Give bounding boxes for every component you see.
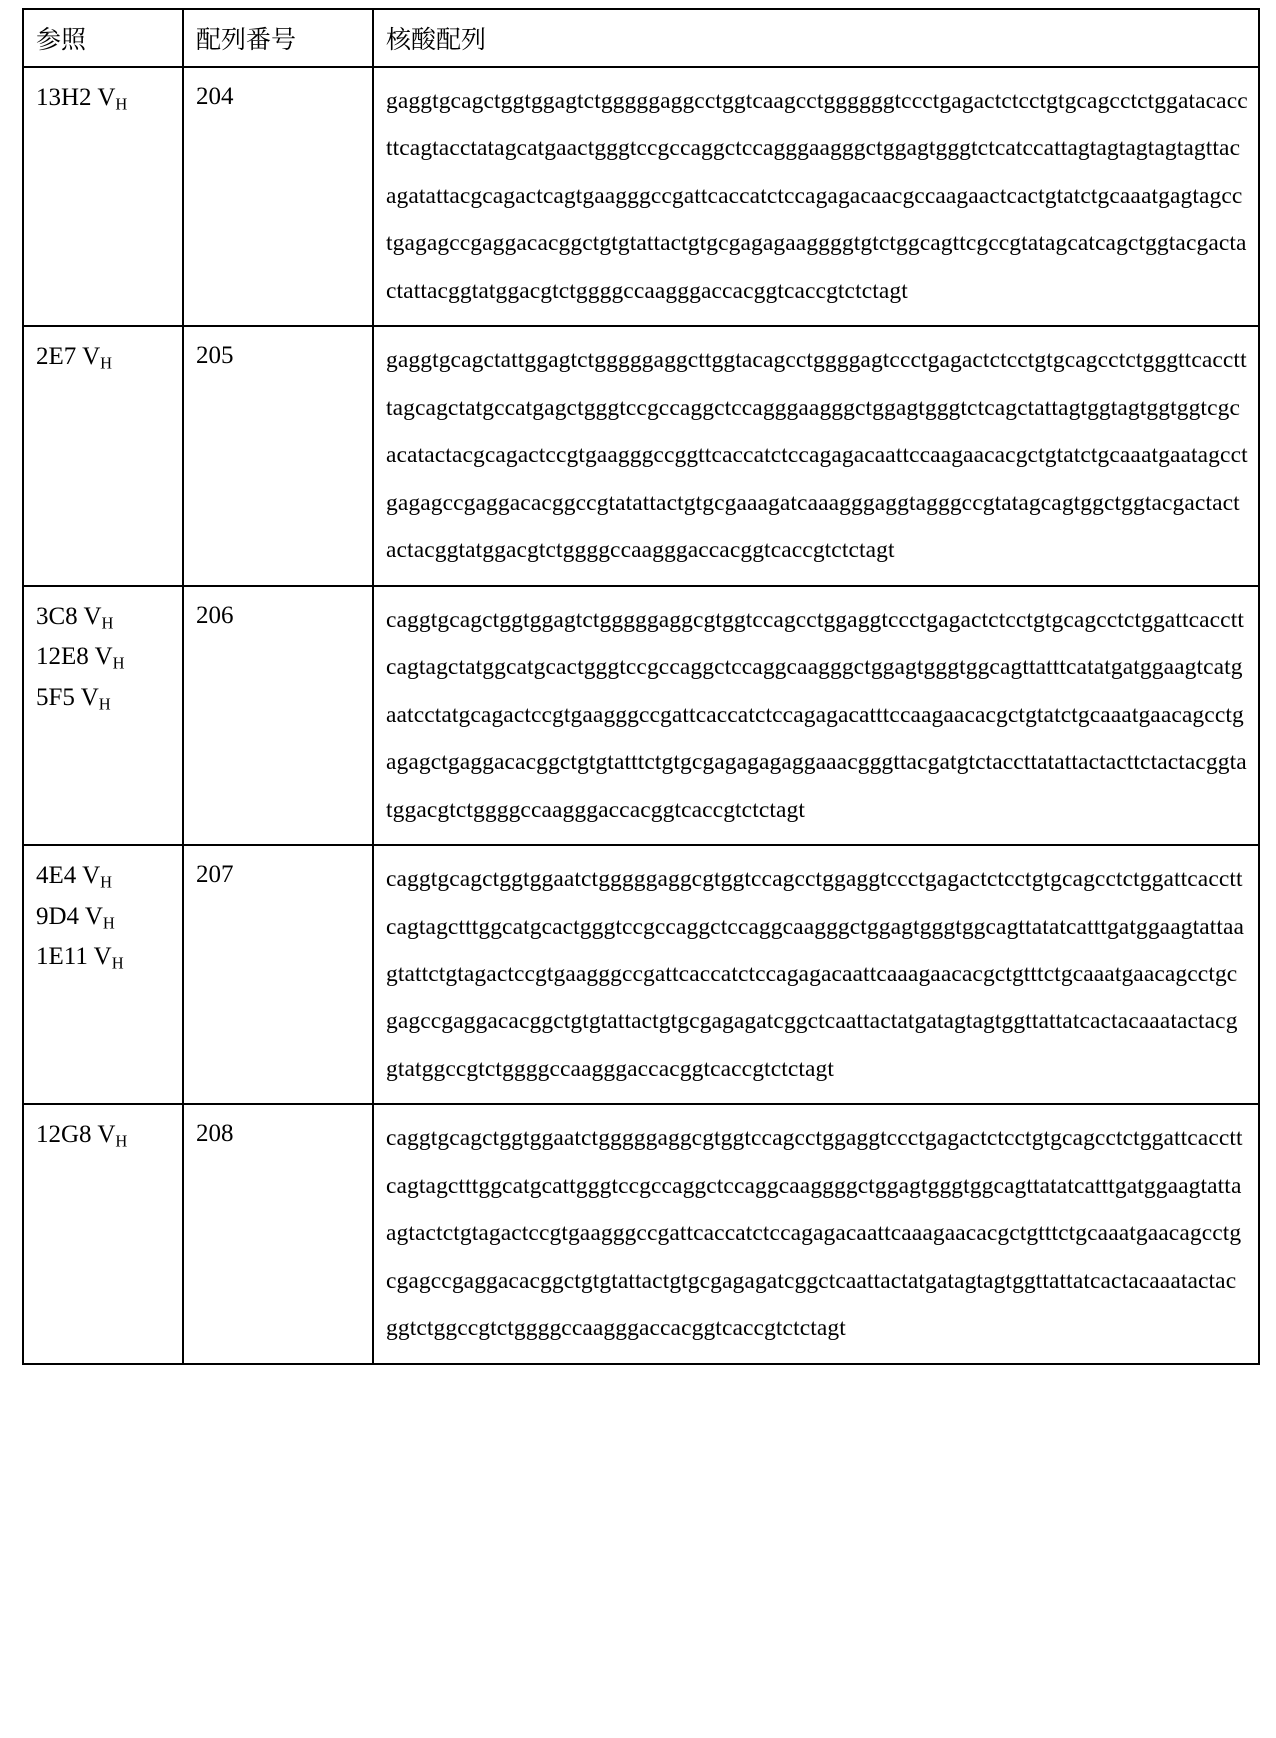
reference-name: 2E7 V — [36, 343, 101, 371]
reference-name: 3C8 V — [36, 602, 102, 630]
table-body — [23, 67, 1259, 1364]
sequence-text: caggtgcagctggtggaatctgggggaggcgtggtccagcctggaggtccctgagactctcctgtgcagcctctggattcaccttcagtagctttggcatgcactgggtccgccaggctccaggcaagggctggagtgggtggcagttatatcatttgatggaagtattaagtattctgtagactccgtgaagggccgattcaccatctccagagacaattcaaagaacacgctgtttctgcaaatgaacagcctgcgagccgaggacacggctgtgtattactgtgcgagagatcggctcaattactatgatagtagtggttattatcactacaaatactacggtatggccgtctggggccaagggaccacggtcaccgtctctagt — [386, 866, 1245, 1082]
reference-subscript: H — [98, 694, 111, 714]
reference-entry — [36, 897, 172, 938]
reference-subscript: H — [115, 1131, 128, 1151]
reference-subscript: H — [115, 94, 128, 114]
sequence-cell — [373, 845, 1259, 1104]
reference-entry — [36, 937, 172, 978]
reference-subscript: H — [111, 953, 124, 973]
seq-id-cell: 208 — [183, 1104, 373, 1363]
nucleic-acid-sequence-table — [22, 8, 1260, 1365]
reference-entry — [36, 1115, 172, 1156]
reference-name: 12G8 V — [36, 1121, 116, 1149]
sequence-text: gaggtgcagctattggagtctgggggaggcttggtacagcctggggagtccctgagactctcctgtgcagcctctgggttcacctttagcagctatgccatgagctgggtccgccaggctccagggaagggctggagtgggtctcagctattagtggtagtggtggtcgcacatactacgcagactccgtgaagggccggttcaccatctccagagacaattccaagaacacgctgtatctgcaaatgaatagcctgagagccgaggacacggccgtatattactgtgcgaaagatcaaagggaggtagggccgtatagcagtggctggtacgactactactacggtatggacgtctggggccaagggaccacggtcaccgtctctagt — [386, 347, 1248, 564]
reference-cell — [23, 586, 183, 845]
reference-subscript: H — [100, 353, 113, 373]
column-header-seq-id: 配列番号 — [183, 9, 373, 67]
reference-entry — [36, 597, 172, 638]
seq-id-cell: 207 — [183, 845, 373, 1104]
table-row — [23, 1104, 1259, 1363]
seq-id-cell: 204 — [183, 67, 373, 326]
reference-cell — [23, 845, 183, 1104]
reference-name: 13H2 V — [36, 84, 116, 111]
table-row — [23, 67, 1259, 326]
reference-name: 4E4 V — [36, 862, 101, 890]
table-header — [23, 9, 1259, 67]
reference-subscript: H — [101, 613, 114, 633]
sequence-cell — [373, 67, 1259, 326]
reference-cell — [23, 1104, 183, 1363]
table-row — [23, 326, 1259, 585]
seq-id-cell: 206 — [183, 586, 373, 845]
column-header-reference: 参照 — [23, 9, 183, 67]
reference-name: 1E11 V — [36, 943, 112, 971]
reference-entry — [36, 337, 172, 378]
reference-subscript: H — [112, 653, 125, 673]
reference-entry — [36, 678, 172, 719]
reference-entry — [36, 637, 172, 678]
reference-name: 12E8 V — [36, 643, 113, 671]
reference-name: 9D4 V — [36, 902, 103, 930]
reference-subscript: H — [102, 913, 115, 933]
reference-subscript: H — [100, 872, 113, 892]
reference-entry — [36, 856, 172, 897]
sequence-cell — [373, 586, 1259, 845]
reference-name: 5F5 V — [36, 683, 99, 711]
reference-cell — [23, 326, 183, 585]
table-row — [23, 845, 1259, 1104]
sequence-cell — [373, 326, 1259, 585]
column-header-sequence: 核酸配列 — [373, 9, 1259, 67]
reference-entry — [36, 78, 172, 119]
table-row — [23, 586, 1259, 845]
seq-id-cell: 205 — [183, 326, 373, 585]
sequence-text: gaggtgcagctggtggagtctgggggaggcctggtcaagcctggggggtccctgagactctcctgtgcagcctctggatacaccttcagtacctatagcatgaactgggtccgccaggctccagggaagggctggagtgggtctcatccattagtagtagtagtagttacagatattacgcagactcagtgaagggccgattcaccatctccagagacaacgccaagaactcactgtatctgcaaatgagtagcctgagagccgaggacacggctgtgtattactgtgcgagagaaggggtgtctggcagttcgccgtatagcatcagctggtacgactactattacggtatggacgtctggggccaagggaccacggtcaccgtctctagt — [386, 88, 1248, 304]
table-header-row — [23, 9, 1259, 67]
sequence-cell — [373, 1104, 1259, 1363]
reference-cell — [23, 67, 183, 326]
sequence-text: caggtgcagctggtggaatctgggggaggcgtggtccagcctggaggtccctgagactctcctgtgcagcctctggattcaccttcagtagctttggcatgcattgggtccgccaggctccaggcaaggggctggagtgggtggcagttatatcatttgatggaagtattaagtactctgtagactccgtgaagggccgattcaccatctccagagacaattcaaagaacacgctgtttctgcaaatgaacagcctgcgagccgaggacacggctgtgtattactgtgcgagagatcggctcaattactatgatagtagtggttattatcactacaaatactacggtctggccgtctggggccaagggaccacggtcaccgtctctagt — [386, 1125, 1243, 1342]
sequence-text: caggtgcagctggtggagtctgggggaggcgtggtccagcctggaggtccctgagactctcctgtgcagcctctggattcaccttcagtagctatggcatgcactgggtccgccaggctccaggcaagggctggagtgggtggcagttatttcatatgatggaagtcatgaatcctatgcagactccgtgaagggccgattcaccatctccagagacatttccaagaacacgctgtatctgcaaatgaacagcctgagagctgaggacacggctgtgtatttctgtgcgagagagaggaaacgggttacgatgtctaccttatattactacttctactacggtatggacgtctggggccaagggaccacggtcaccgtctctagt — [386, 606, 1247, 823]
